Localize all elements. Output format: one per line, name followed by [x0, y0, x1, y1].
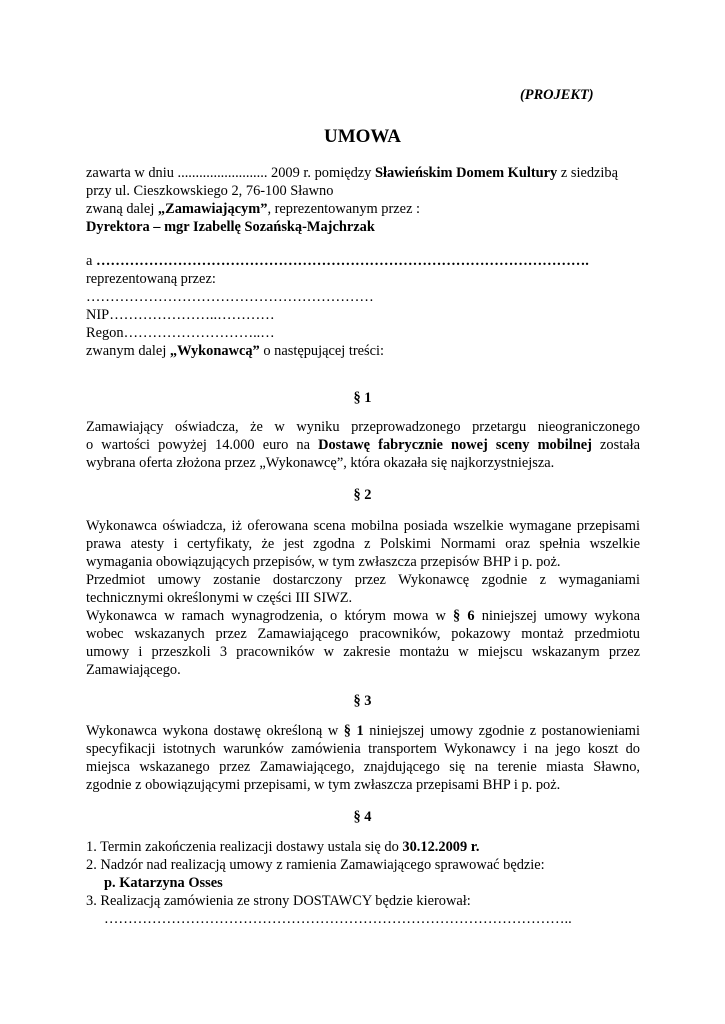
- contractor-rep-blank: ……………………………………………………: [86, 289, 374, 305]
- section-1-line-2: [86, 436, 640, 454]
- intro-date-text: zawarta w dniu ......................... 2009 r. pomiędzy: [86, 165, 375, 181]
- client-representative: Dyrektora – mgr Izabellę Sozańską-Majchrzak: [86, 219, 375, 235]
- section-1-line-3: wybrana oferta złożona przez „Wykonawcę”, która okazała się najkorzystniejsza.: [86, 455, 555, 471]
- section-2-heading: § 2: [353, 487, 372, 503]
- section-3-line-1: [86, 722, 640, 740]
- supervisor-name: p. Katarzyna Osses: [104, 875, 223, 891]
- contractor-name-blank: ………………………………………………………………………………………….: [96, 253, 589, 269]
- document-title: UMOWA: [323, 126, 402, 147]
- section-3-line-3: miejsca wskazanego przez Zamawiającego, znajdującego się na terenie miasta Sławno,: [86, 759, 640, 775]
- intro-line-1: [86, 164, 618, 182]
- section-3-provisions-text: niniejszej umowy zgodnie z postanowieniami: [363, 723, 640, 739]
- supplier-manager-blank: ……………………………………………………………………………………..: [104, 911, 572, 927]
- client-address: przy ul. Cieszkowskiego 2, 76-100 Sławno: [86, 183, 334, 199]
- section-2-line-6: [86, 607, 640, 625]
- intro-seat-text: z siedzibą: [557, 165, 618, 181]
- section-2-line-4: Przedmiot umowy zostanie dostarczony przez Wykonawcę zgodnie z wymaganiami: [86, 572, 640, 588]
- subject-of-contract: Dostawę fabrycznie nowej sceny mobilnej: [318, 437, 592, 453]
- contractor-represented-label: reprezentowaną przez:: [86, 271, 216, 287]
- contractor-regon: Regon………………………..…: [86, 325, 275, 341]
- section-3-line-4: zgodnie z obowiązującymi przepisami, w tym zwłaszcza przepisami BHP i p. poż.: [86, 777, 561, 793]
- client-alias: „Zamawiającym”: [157, 201, 268, 217]
- section-1-line-1: Zamawiający oświadcza, że w wyniku przeprowadzonego przetargu nieograniczonego: [86, 419, 640, 435]
- section-2-line-8: umowy i przeszkoli 3 pracowników w zakresie montażu w miejscu wskazanym przez: [86, 644, 640, 660]
- section-2-line-2: prawa atesty i certyfikaty, że jest zgodna z Polskimi Normami oraz spełnia wszelkie: [86, 536, 640, 552]
- section-2-remuneration-text: Wykonawca w ramach wynagrodzenia, o którym mowa w: [86, 608, 454, 624]
- section-1-value-text: o wartości powyżej 14.000 euro na: [86, 437, 319, 453]
- section-2-reference: § 6: [453, 608, 475, 624]
- contractor-alias: „Wykonawcą”: [169, 343, 260, 359]
- contractor-prefix: a: [86, 253, 96, 269]
- section-2-line-1: Wykonawca oświadcza, iż oferowana scena mobilna posiada wszelkie wymagane przepisami: [86, 518, 640, 534]
- section-3-delivery-text: Wykonawca wykona dostawę określoną w: [86, 723, 344, 739]
- deadline-date: 30.12.2009 r.: [402, 839, 480, 855]
- client-name: Sławieńskim Domem Kultury: [374, 165, 558, 181]
- section-3-heading: § 3: [353, 693, 372, 709]
- draft-label: (PROJEKT): [520, 87, 594, 103]
- section-2-line-5: technicznymi określonymi w części III SIWZ.: [86, 590, 353, 606]
- section-4-point-1: [86, 838, 479, 856]
- deadline-text: 1. Termin zakończenia realizacji dostawy ustala się do: [86, 839, 403, 855]
- contractor-nip: NIP…………………..…………: [86, 307, 275, 323]
- section-3-line-2: specyfikacji istotnych warunków zamówienia transportem Wykonawcy i na jego koszt do: [86, 741, 640, 757]
- section-4-point-2: 2. Nadzór nad realizacją umowy z ramienia Zamawiającego sprawować będzie:: [86, 857, 545, 873]
- contractor-following-text: o następującej treści:: [259, 343, 385, 359]
- section-2-line-3: wymagania obowiązujących przepisów, w tym zwłaszcza przepisów BHP i p. poż.: [86, 554, 561, 570]
- section-2-perform-text: niniejszej umowy wykona: [474, 608, 640, 624]
- intro-called-text: zwaną dalej: [86, 201, 158, 217]
- section-1-heading: § 1: [353, 390, 372, 406]
- section-2-line-7: wobec wskazanych przez Zamawiającego pracowników, pokazowy montaż przedmiotu: [86, 626, 640, 642]
- intro-line-3: [86, 200, 420, 218]
- section-1-chosen-text: została: [591, 437, 641, 453]
- section-4-heading: § 4: [353, 809, 372, 825]
- contractor-called-line: [86, 342, 384, 360]
- section-2-line-9: Zamawiającego.: [86, 662, 181, 678]
- intro-represented-text: , reprezentowanym przez :: [267, 201, 421, 217]
- contractor-line: [86, 252, 589, 270]
- section-4-point-3: 3. Realizacją zamówienia ze strony DOSTAWCY będzie kierował:: [86, 893, 471, 909]
- section-3-reference: § 1: [343, 723, 364, 739]
- contractor-called-text: zwanym dalej: [86, 343, 170, 359]
